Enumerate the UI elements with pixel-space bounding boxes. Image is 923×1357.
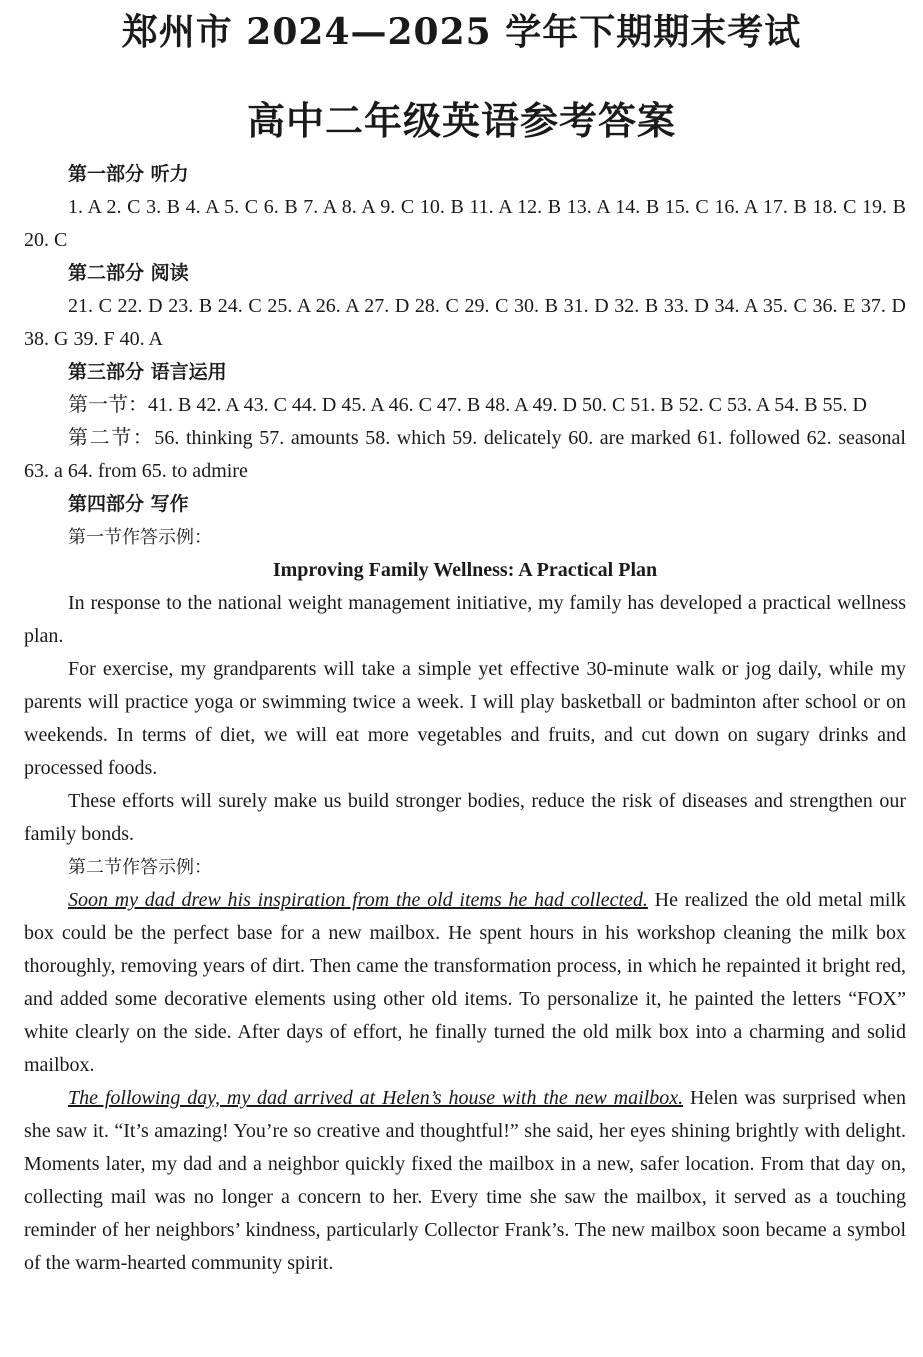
part3-section2-answers: 第二节：56. thinking 57. amounts 58. which 59. delicately 60. are marked 61. followed 62. seasonal 63. a 64. from 65. to admire — [24, 427, 906, 482]
essay-paragraph-2: For exercise, my grandparents will take a simple yet effective 30-minute walk or jog daily, while my parents will practice yoga or swimming twice a week. I will play basketball or badminton after school or on weekends. In terms of diet, we will eat more vegetables and fruits, and cut down on sugary drinks and processed foods. — [24, 658, 906, 779]
part1-answers: 1. A 2. C 3. B 4. A 5. C 6. B 7. A 8. A 9. C 10. B 11. A 12. B 13. A 14. B 15. C 16. A 17. B 18. C 19. B 20. C — [24, 196, 906, 251]
answer-body — [24, 158, 906, 1280]
part3-section1-answers: 第一节：41. B 42. A 43. C 44. D 45. A 46. C 47. B 48. A 49. D 50. C 51. B 52. C 53. A 54. B 55. D — [68, 394, 867, 416]
part3-heading: 第三部分 语言运用 — [68, 361, 227, 383]
essay-paragraph-1: In response to the national weight management initiative, my family has developed a practical wellness plan. — [24, 592, 906, 647]
essay-paragraph-3: These efforts will surely make us build stronger bodies, reduce the risk of diseases and strengthen our family bonds. — [24, 790, 906, 845]
exam-title: 郑州市 2024—2025 学年下期期末考试 — [121, 11, 802, 53]
story-paragraph-1 — [24, 884, 906, 1082]
part2-heading: 第二部分 阅读 — [68, 262, 189, 284]
section1-label: 第一节作答示例： — [68, 527, 212, 548]
part4-heading: 第四部分 写作 — [68, 493, 189, 515]
story-paragraph-1-lead: Soon my dad drew his inspiration from the old items he had collected. — [68, 889, 648, 911]
story-paragraph-2-body: Helen was surprised when she saw it. “It’s amazing! You’re so creative and thoughtful!” she said, her eyes shining brightly with delight. Moments later, my dad and a neighbor quickly fixed the mailbox in a new, safer location. From that day on, collecting mail was no longer a concern to her. Every time she saw the mailbox, it served as a touching reminder of her neighbors’ kindness, particularly Collector Frank’s. The new mailbox soon became a symbol of the warm-hearted community spirit. — [24, 1087, 906, 1274]
part1-heading: 第一部分 听力 — [68, 163, 189, 185]
exam-subtitle: 高中二年级英语参考答案 — [246, 98, 676, 143]
story-paragraph-1-body: He realized the old metal milk box could be the perfect base for a new mailbox. He spent hours in his workshop cleaning the milk box thoroughly, removing years of dirt. Then came the transformation process, in which he repainted it bright red, and added some decorative elements using other old items. To personalize it, he painted the letters “FOX” white clearly on the side. After days of effort, he finally turned the old milk box into a charming and solid mailbox. — [24, 889, 907, 1076]
section2-label: 第二节作答示例： — [68, 857, 212, 878]
story-paragraph-2-lead: The following day, my dad arrived at Helen’s house with the new mailbox. — [68, 1087, 684, 1109]
story-paragraph-2 — [24, 1082, 906, 1280]
essay-title: Improving Family Wellness: A Practical Plan — [272, 559, 658, 581]
part2-answers: 21. C 22. D 23. B 24. C 25. A 26. A 27. D 28. C 29. C 30. B 31. D 32. B 33. D 34. A 35. C 36. E 37. D 38. G 39. F 40. A — [24, 295, 906, 350]
